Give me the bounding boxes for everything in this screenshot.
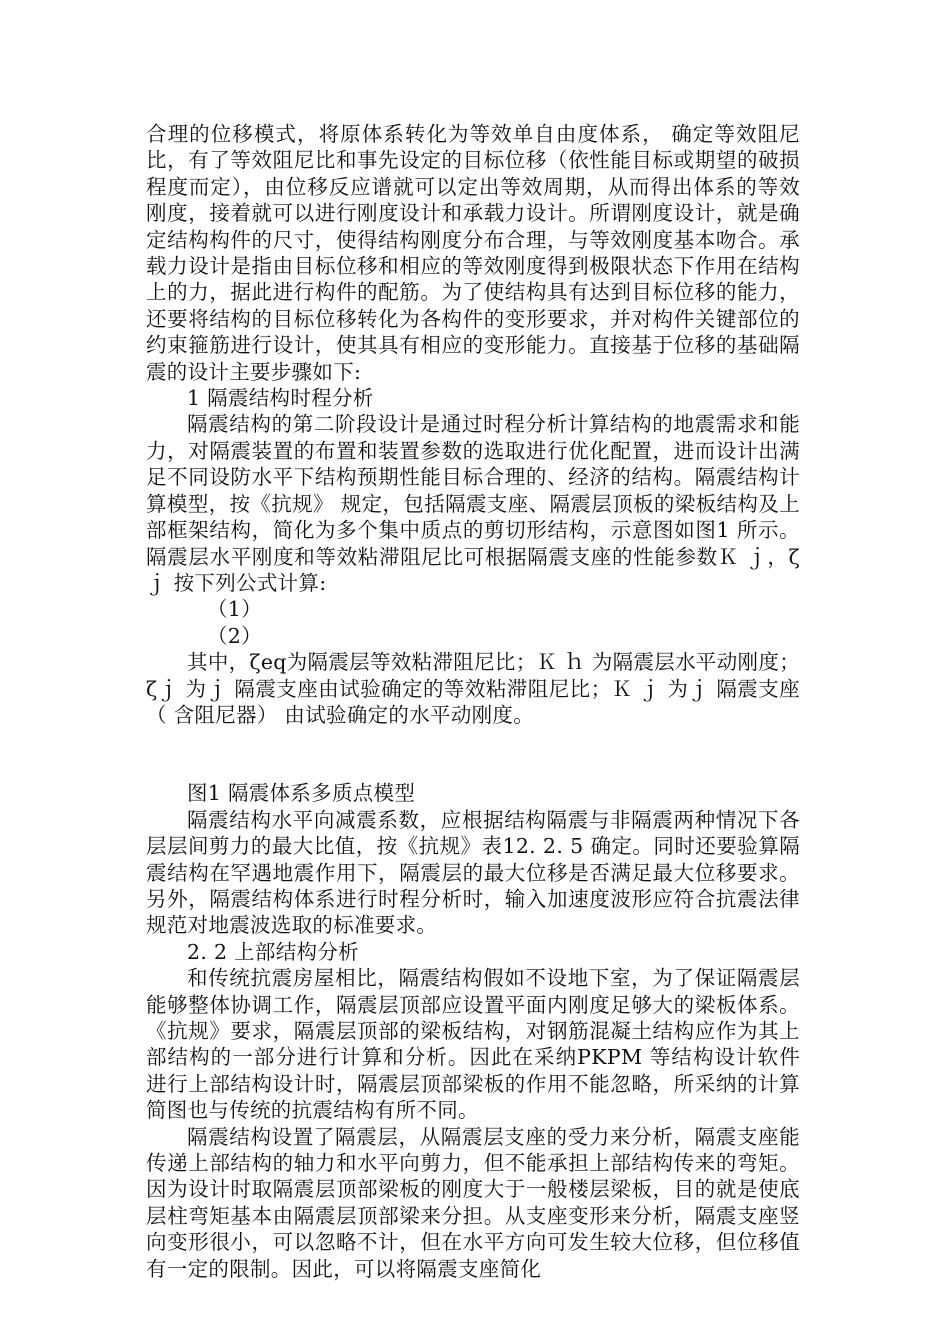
paragraph-intro: 合理的位移模式，将原体系转化为等效单自由度体系， 确定等效阻尼比，有了等效阻尼比和事先设定的目标位移（依性能目标或期望的破损程度而定），由位移反应谱就可以定出等效周期，从而得出体系的等效刚度，接着就可以进行刚度设计和承载力设计。所谓刚度设计，就是确定结构构件的尺寸，使得结构刚度分布合理，与等效刚度基本吻合。承载力设计是指由目标位移和相应的等效刚度得到极限状态下作用在结构上的力，据此进行构件的配筋。为了使结构具有达到目标位移的能力，还要将结构的目标位移转化为各构件的变形要求，并对构件关键部位的约束箍筋进行设计，使其具有相应的变形能力。直接基于位移的基础隔震的设计主要步骤如下:	[146, 122, 800, 384]
section-heading-time-history: 1 隔震结构时程分析	[187, 386, 374, 411]
section-heading-superstructure: 2. 2 上部结构分析	[187, 939, 359, 964]
paragraph-superstructure-analysis: 和传统抗震房屋相比，隔震结构假如不设地下室，为了保证隔震层能够整体协调工作，隔震层顶部应设置平面内刚度足够大的梁板体系。《抗规》要求，隔震层顶部的梁板结构，对钢筋混凝土结构应作为其上部结构的一部分进行计算和分析。因此在采纳PKPM 等结构设计软件进行上部结构设计时，隔震层顶部梁板的作用不能忽略，所采纳的计算简图也与传统的抗震结构有所不同。	[146, 966, 800, 1123]
figure-caption: 图1 隔震体系多质点模型	[187, 781, 416, 806]
document-page	[146, 121, 800, 1282]
figure-placeholder	[146, 728, 800, 780]
formula-2-label: （2）	[207, 623, 262, 648]
formula-1-label: （1）	[207, 597, 262, 622]
paragraph-isolation-bearing: 隔震结构设置了隔震层，从隔震层支座的受力来分析，隔震支座能传递上部结构的轴力和水平向剪力，但不能承担上部结构传来的弯矩。因为设计时取隔震层顶部梁板的刚度大于一般楼层梁板，目的就是使底层柱弯矩基本由隔震层顶部梁来分担。从支座变形来分析，隔震支座竖向变形很小，可以忽略不计，但在水平方向可发生较大位移，但位移值有一定的限制。因此，可以将隔震支座简化	[146, 1124, 800, 1281]
paragraph-symbol-definitions: 其中，ζeq为隔震层等效粘滞阻尼比；Ｋ ｈ 为隔震层水平动刚度；ζｊ 为ｊ 隔震支座由试验确定的等效粘滞阻尼比；Ｋ ｊ 为ｊ 隔震支座（ 含阻尼器） 由试验确定的水平动刚度。	[146, 650, 800, 727]
paragraph-reduction-coefficient: 隔震结构水平向减震系数，应根据结构隔震与非隔震两种情况下各层层间剪力的最大比值，按《抗规》表12. 2. 5 确定。同时还要验算隔震结构在罕遇地震作用下，隔震层的最大位移是否满足最大位移要求。另外，隔震结构体系进行时程分析时，输入加速度波形应符合抗震法律规范对地震波选取的标准要求。	[146, 807, 800, 938]
paragraph-second-stage-design: 隔震结构的第二阶段设计是通过时程分析计算结构的地震需求和能力，对隔震装置的布置和装置参数的选取进行优化配置，进而设计出满足不同设防水平下结构预期性能目标合理的、经济的结构。隔震结构计算模型，按《抗规》 规定，包括隔震支座、隔震层顶板的梁板结构及上部框架结构，简化为多个集中质点的剪切形结构，示意图如图1 所示。隔震层水平刚度和等效粘滞阻尼比可根据隔震支座的性能参数Ｋ ｊ，ζｊ 按下列公式计算:	[146, 412, 800, 595]
